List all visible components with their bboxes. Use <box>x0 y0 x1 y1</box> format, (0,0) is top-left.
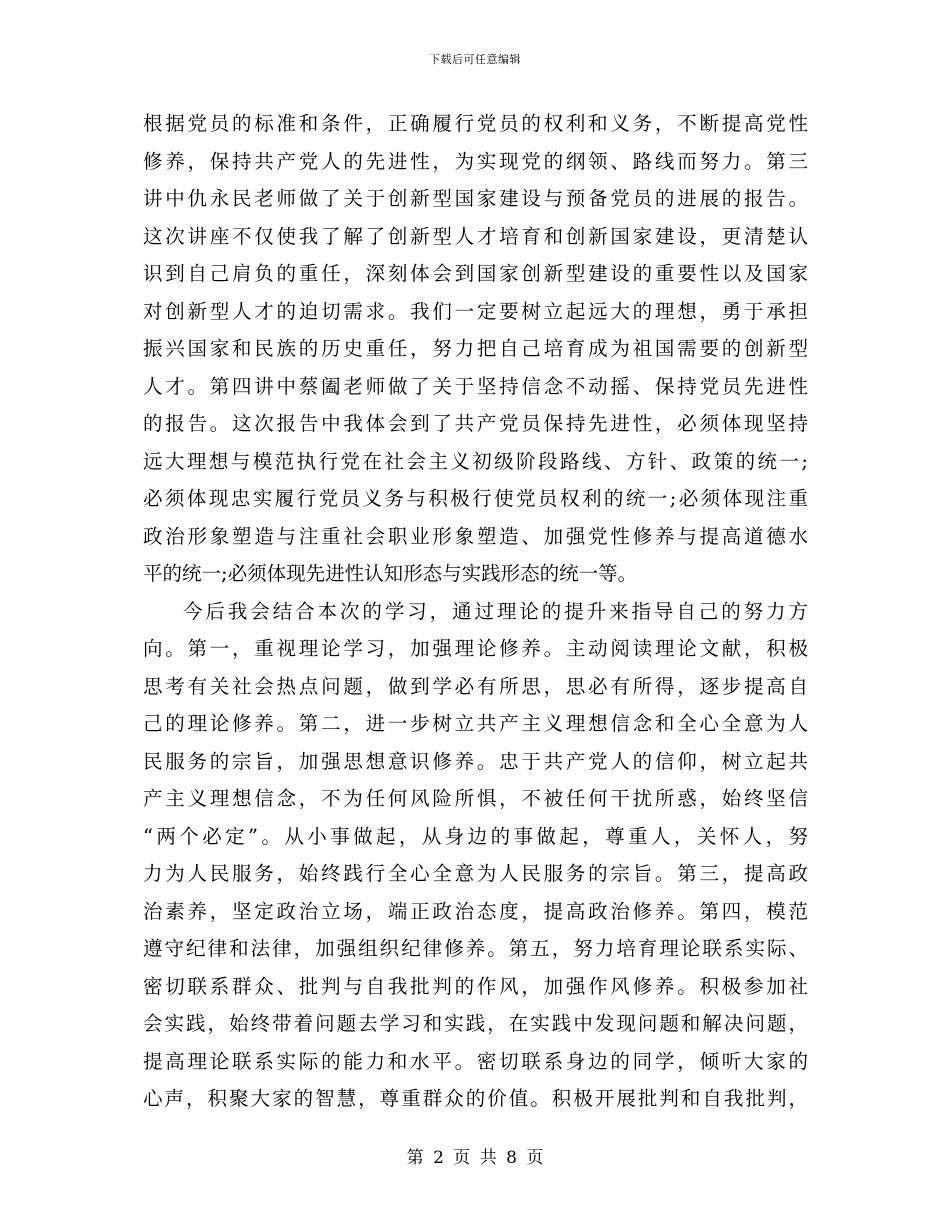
text-line: 遵守纪律和法律，加强组织纪律修养。第五，努力培育理论联系实际、 <box>143 937 808 960</box>
text-line: 人才。第四讲中蔡阖老师做了关于坚持信念不动摇、保持党员先进性 <box>143 374 808 398</box>
text-line: 修养，保持共产党人的先进性，为实现党的纲领、路线而努力。第三 <box>143 149 808 173</box>
text-line: 政治形象塑造与注重社会职业形象塑造、加强党性修养与提高道德水 <box>143 524 808 548</box>
text-line: 远大理想与模范执行党在社会主义初级阶段路线、方针、政策的统一; <box>143 449 808 473</box>
text-line: 向。第一，重视理论学习，加强理论修养。主动阅读理论文献，积极 <box>143 637 808 660</box>
text-line: 心声，积聚大家的智慧，尊重群众的价值。积极开展批判和自我批判， <box>143 1087 808 1110</box>
text-line: 识到自己肩负的重任，深刻体会到国家创新型建设的重要性以及国家 <box>143 262 808 285</box>
page-number-footer: 第 2 页 共 8 页 <box>406 1148 544 1168</box>
text-line: 今后我会结合本次的学习，通过理论的提升来指导自己的努力方 <box>183 599 808 623</box>
text-line: 治素养，坚定政治立场，端正政治态度，提高政治修养。第四，模范 <box>143 899 808 923</box>
text-line: 讲中仇永民老师做了关于创新型国家建设与预备党员的进展的报告。 <box>143 187 808 210</box>
text-line: 力为人民服务，始终践行全心全意为人民服务的宗旨。第三，提高政 <box>143 862 808 885</box>
text-line: 民服务的宗旨，加强思想意识修养。忠于共产党人的信仰，树立起共 <box>143 749 808 773</box>
text-line: 振兴国家和民族的历史重任，努力把自己培育成为祖国需要的创新型 <box>143 337 808 360</box>
text-line: 产主义理想信念，不为任何风险所惧，不被任何干扰所惑，始终坚信 <box>143 787 808 810</box>
text-line: 提高理论联系实际的能力和水平。密切联系身边的同学，倾听大家的 <box>143 1049 808 1073</box>
text-line: 根据党员的标准和条件，正确履行党员的权利和义务，不断提高党性 <box>143 112 808 135</box>
text-line: 的报告。这次报告中我体会到了共产党员保持先进性，必须体现坚持 <box>143 412 808 435</box>
text-line: 这次讲座不仅使我了解了创新型人才培育和创新国家建设，更清楚认 <box>143 224 808 248</box>
text-line: “两个必定”。从小事做起，从身边的事做起，尊重人，关怀人，努 <box>143 824 808 848</box>
text-line: 会实践，始终带着问题去学习和实践，在实践中发现问题和解决问题， <box>143 1012 808 1035</box>
text-line: 平的统一;必须体现先进性认知形态与实践形态的统一等。 <box>143 562 638 585</box>
text-line: 思考有关社会热点问题，做到学必有所思，思必有所得，逐步提高自 <box>143 674 808 698</box>
text-line: 密切联系群众、批判与自我批判的作风，加强作风修养。积极参加社 <box>143 974 808 998</box>
text-line: 必须体现忠实履行党员义务与积极行使党员权利的统一;必须体现注重 <box>143 487 808 510</box>
text-line: 对创新型人才的迫切需求。我们一定要树立起远大的理想，勇于承担 <box>143 299 808 323</box>
body-text <box>143 105 808 1118</box>
text-line: 己的理论修养。第二，进一步树立共产主义理想信念和全心全意为人 <box>143 712 808 735</box>
page-header: 下载后可任意编辑 <box>429 53 521 66</box>
